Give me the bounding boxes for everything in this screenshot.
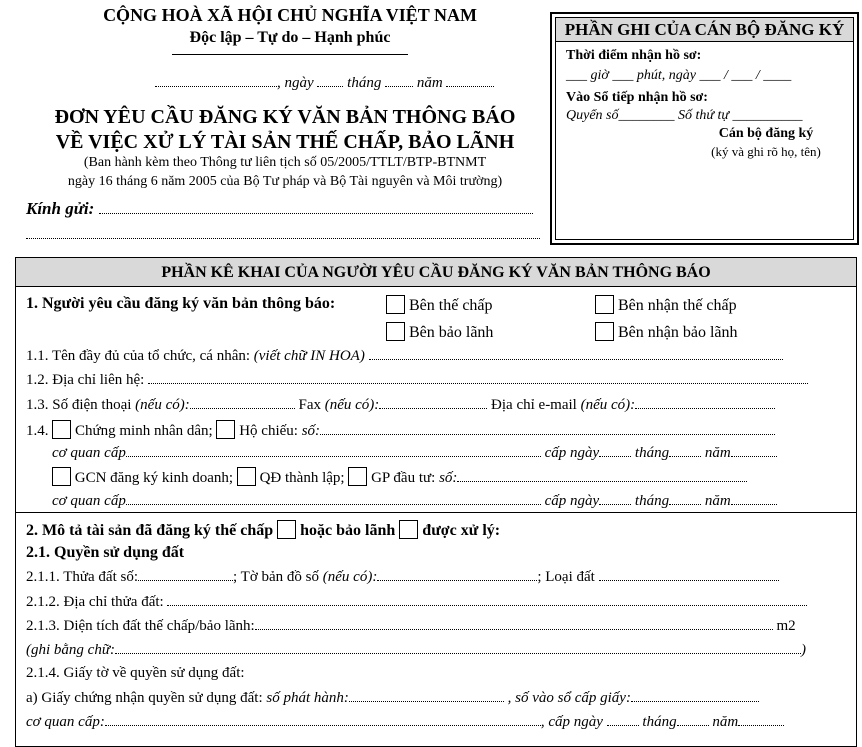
checkbox[interactable] bbox=[386, 295, 405, 314]
field-id-issuer[interactable]: cơ quan cấp cấp ngày tháng năm bbox=[52, 444, 777, 462]
checkbox[interactable] bbox=[52, 420, 71, 439]
field-area-words[interactable]: (ghi bằng chữ: ) bbox=[26, 642, 806, 658]
motto: Độc lập – Tự do – Hạnh phúc bbox=[189, 29, 391, 46]
checkbox[interactable] bbox=[595, 295, 614, 314]
section1-heading: 1. Người yêu cầu đăng ký văn bản thông báo: bbox=[26, 295, 336, 312]
recipient-line-2[interactable] bbox=[26, 226, 540, 244]
date-line: , ngày tháng năm bbox=[155, 74, 494, 92]
checkbox[interactable] bbox=[277, 520, 296, 539]
option-guarantee[interactable]: Bên nhận bảo lãnh bbox=[595, 322, 738, 342]
field-business-issuer[interactable]: cơ quan cấp cấp ngày tháng năm bbox=[52, 492, 777, 510]
checkbox[interactable] bbox=[237, 467, 256, 486]
field-id-document[interactable]: 1.4. Chứng minh nhân dân; Hộ chiếu: số: bbox=[26, 420, 775, 440]
section2-heading: 2. Mô tả tài sản đã đăng ký thế chấp hoặc bảo lãnh được xử lý: bbox=[26, 522, 501, 539]
form-title-line1: ĐƠN YÊU CẦU ĐĂNG KÝ VĂN BẢN THÔNG BÁO bbox=[54, 106, 516, 128]
checkbox[interactable] bbox=[399, 520, 418, 539]
book-entry-label: Vào Sổ tiếp nhận hồ sơ: bbox=[566, 90, 708, 105]
recipient-line[interactable]: Kính gửi: bbox=[26, 199, 533, 219]
section21-heading: 2.1. Quyền sử dụng đất bbox=[26, 544, 185, 561]
option-mortgagor[interactable]: Bên thế chấp bbox=[386, 295, 493, 315]
form-subtitle-line2: ngày 16 tháng 6 năm 2005 của Bộ Tư pháp và Bộ Tài nguyên và Môi trường) bbox=[67, 174, 503, 189]
field-full-name[interactable]: 1.1. Tên đầy đủ của tổ chức, cá nhân: (viết chữ IN HOA) bbox=[26, 347, 783, 365]
motto-underline bbox=[172, 54, 408, 55]
nation-title: CỘNG HOÀ XÃ HỘI CHỦ NGHĨA VIỆT NAM bbox=[103, 5, 477, 25]
form-subtitle-line1: (Ban hành kèm theo Thông tư liên tịch số 05/2005/TTLT/BTP-BTNMT bbox=[83, 155, 487, 170]
checkbox[interactable] bbox=[216, 420, 235, 439]
field-area[interactable]: 2.1.3. Diện tích đất thế chấp/bảo lãnh: m2 bbox=[26, 618, 796, 634]
form-title-line2: VỀ VIỆC XỬ LÝ TÀI SẢN THẾ CHẤP, BẢO LÃNH bbox=[55, 131, 515, 153]
officer-label: Cán bộ đăng ký bbox=[718, 126, 814, 141]
option-mortgagee[interactable]: Bên nhận thế chấp bbox=[595, 295, 737, 315]
officer-note: (ký và ghi rõ họ, tên) bbox=[711, 144, 821, 159]
registrar-box-title: PHẦN GHI CỦA CÁN BỘ ĐĂNG KÝ bbox=[556, 18, 853, 42]
checkbox[interactable] bbox=[52, 467, 71, 486]
land-papers-heading: 2.1.4. Giấy tờ về quyền sử dụng đất: bbox=[26, 665, 245, 681]
field-phone-fax-email[interactable]: 1.3. Số điện thoại (nếu có): Fax (nếu có): Địa chỉ e-mail (nếu có): bbox=[26, 396, 775, 414]
field-business-docs[interactable]: GCN đăng ký kinh doanh; QĐ thành lập; GP đầu tư: số: bbox=[52, 467, 747, 487]
section-divider bbox=[15, 512, 857, 513]
field-certificate[interactable]: a) Giấy chứng nhận quyền sử dụng đất: số phát hành: , số vào sổ cấp giấy: bbox=[26, 689, 759, 707]
field-address[interactable]: 1.2. Địa chỉ liên hệ: bbox=[26, 371, 808, 389]
field-certificate-issuer[interactable]: cơ quan cấp: , cấp ngày tháng năm bbox=[26, 713, 784, 731]
checkbox[interactable] bbox=[348, 467, 367, 486]
received-time-fields[interactable]: ___ giờ ___ phút, ngày ___ / ___ / ____ bbox=[566, 68, 792, 83]
option-guarantor[interactable]: Bên bảo lãnh bbox=[386, 322, 493, 342]
declaration-title: PHẦN KÊ KHAI CỦA NGƯỜI YÊU CẦU ĐĂNG KÝ VĂN BẢN THÔNG BÁO bbox=[16, 258, 856, 287]
book-number-fields[interactable]: Quyển số________ Số thứ tự __________ bbox=[566, 108, 803, 123]
field-parcel-address[interactable]: 2.1.2. Địa chỉ thửa đất: bbox=[26, 593, 807, 611]
registrar-box bbox=[550, 12, 859, 245]
checkbox[interactable] bbox=[595, 322, 614, 341]
received-time-label: Thời điểm nhận hồ sơ: bbox=[566, 48, 702, 63]
checkbox[interactable] bbox=[386, 322, 405, 341]
field-parcel[interactable]: 2.1.1. Thửa đất số: ; Tờ bản đồ số (nếu có): ; Loại đất bbox=[26, 568, 779, 586]
